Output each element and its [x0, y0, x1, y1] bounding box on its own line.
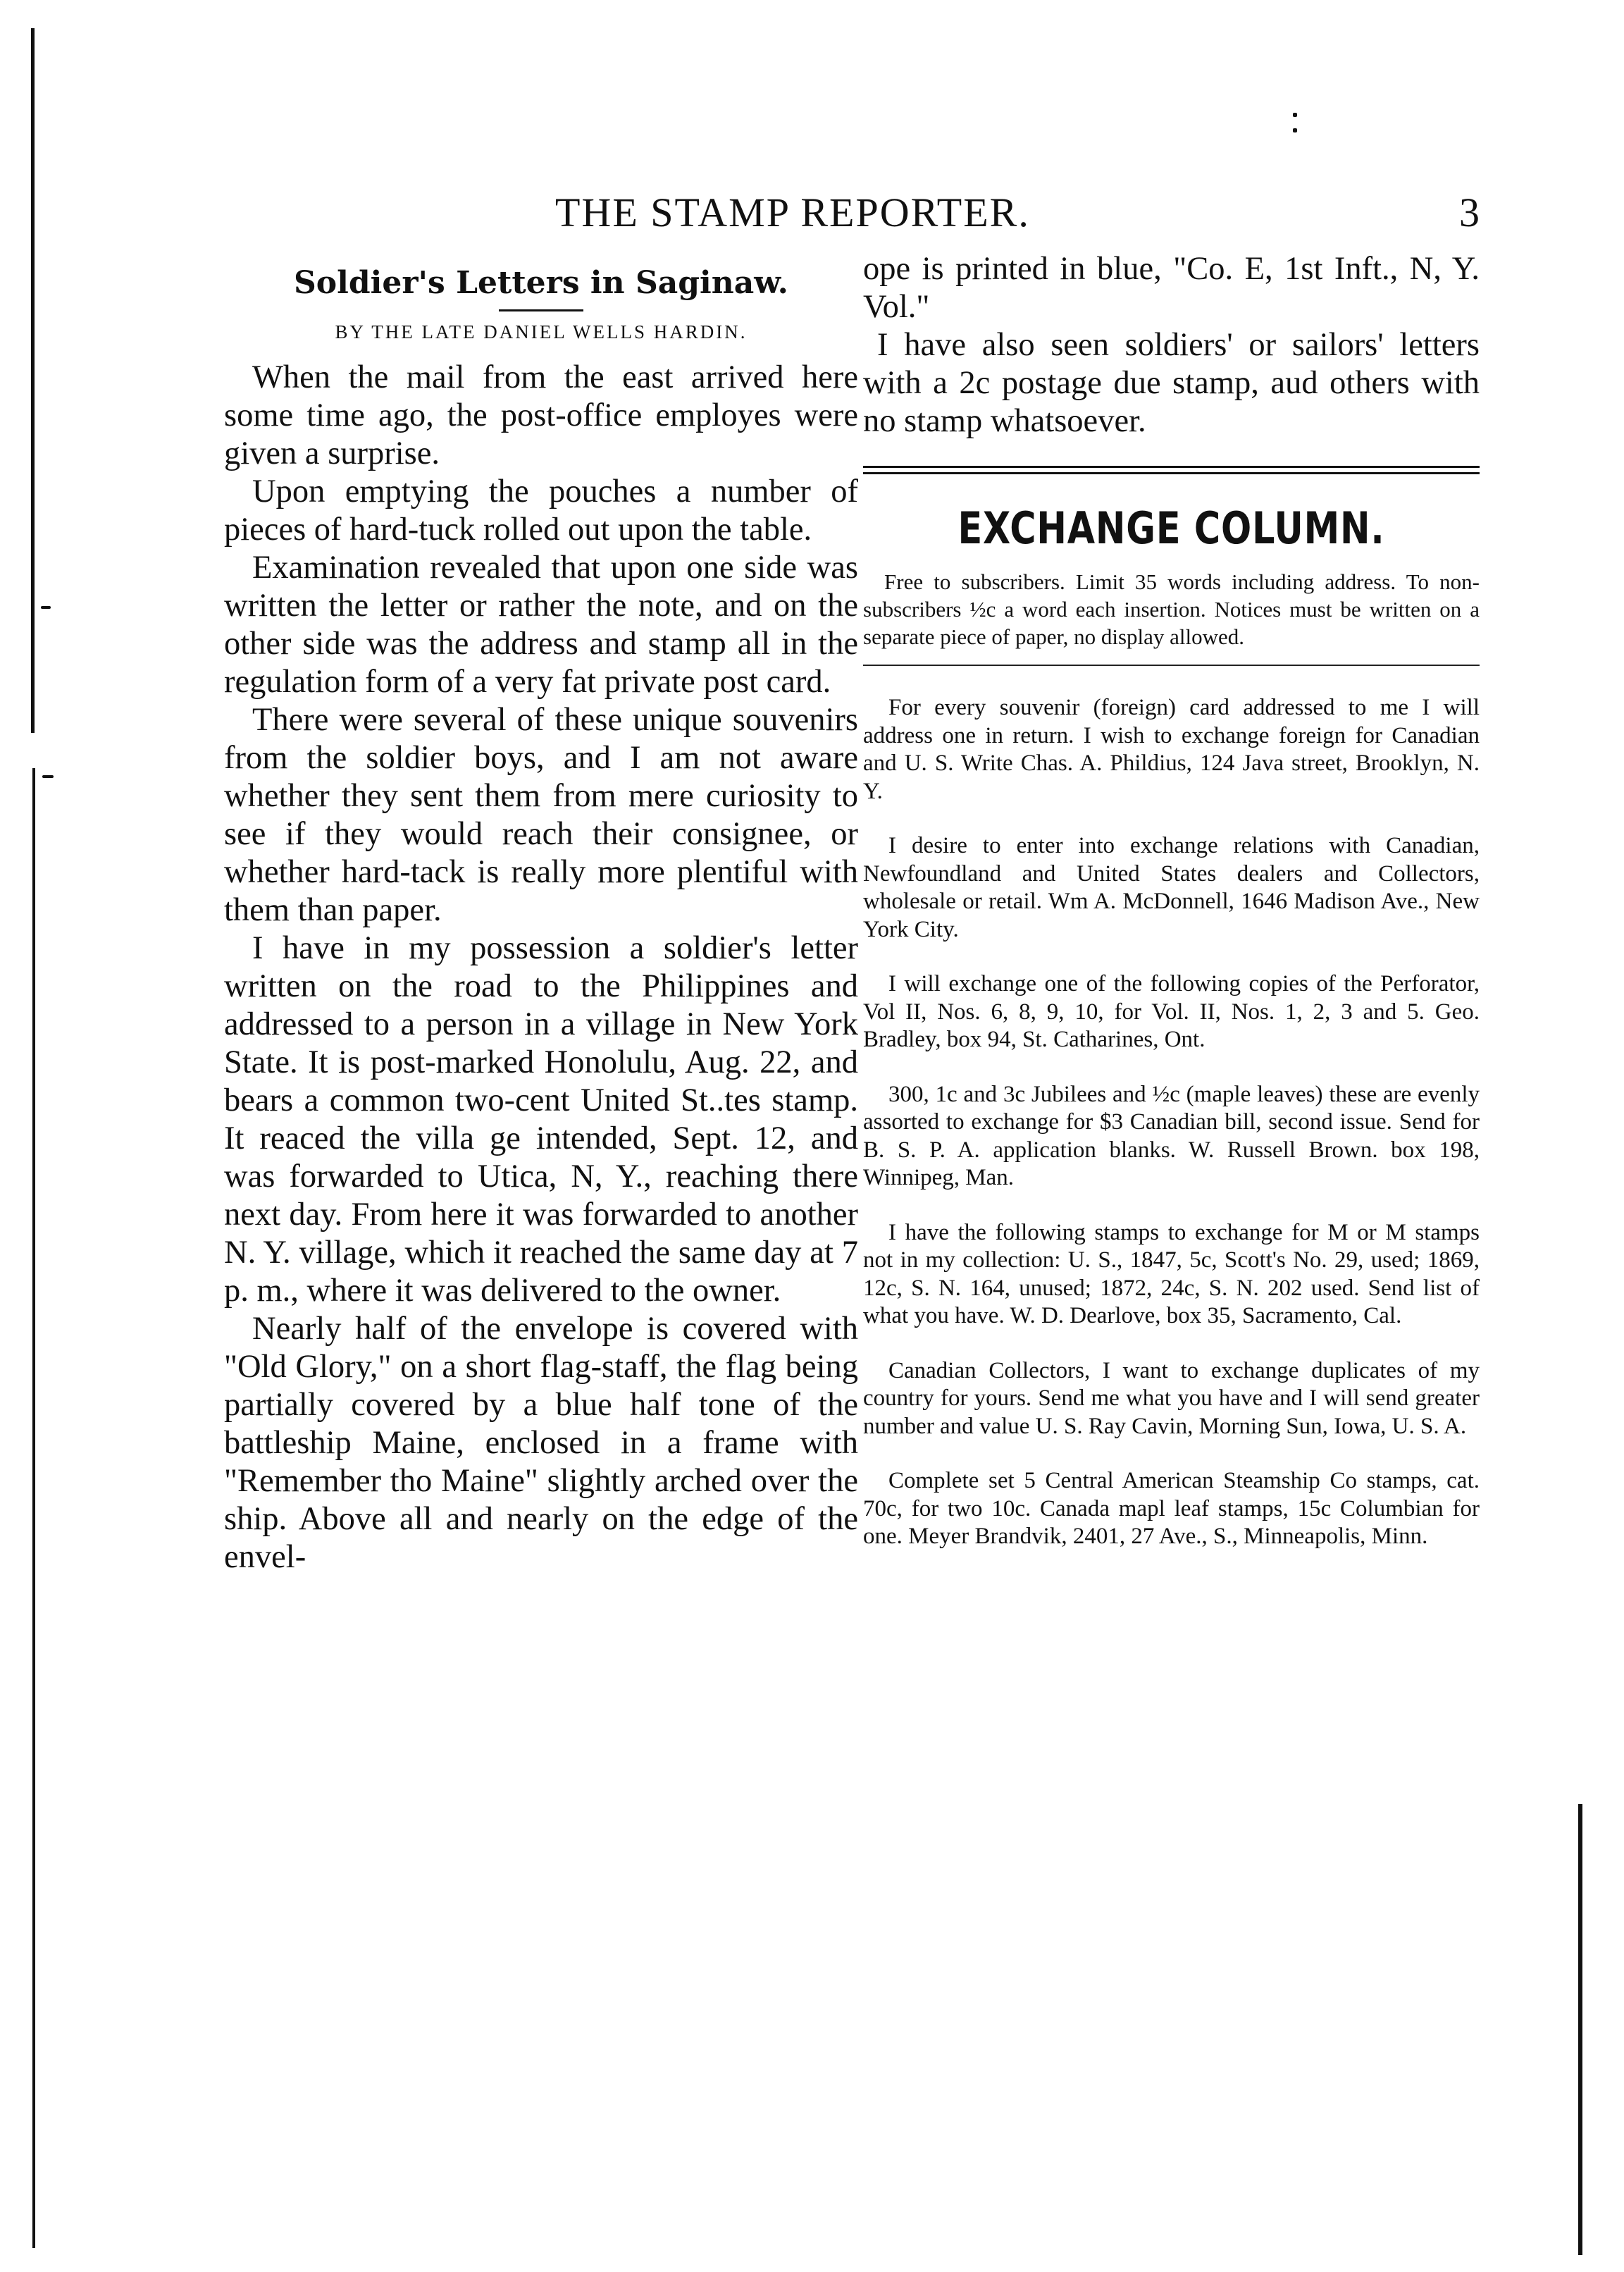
- exchange-notice: 300, 1c and 3c Jubilees and ½c (maple leaves) these are evenly assorted to exchange for $3 Canadian bill, second issue. Send for B. S. P. A. application blanks. W. Russell Brown. box 198, Winnipeg, Man.: [863, 1081, 1480, 1190]
- right-column: [863, 250, 1480, 1578]
- article-paragraph: Examination revealed that upon one side was written the letter or rather the note, and on the other side was the address and stamp all in the regulation form of a very fat private post card.: [224, 550, 858, 700]
- speck-mark: [41, 606, 51, 609]
- byline: BY THE LATE DANIEL WELLS HARDIN.: [335, 321, 748, 342]
- left-margin-line: [31, 28, 35, 733]
- title-rule: [499, 309, 583, 311]
- article-paragraph: When the mail from the east arrived here some time ago, the post-office employes were given a surprise.: [224, 359, 858, 471]
- page-number: 3: [1459, 190, 1480, 235]
- article-paragraph: There were several of these unique souvenirs from the soldier boys, and I am not aware whether they sent them from mere curiosity to see if they would reach their consignee, or whether hard-tack is really more plentiful with them than paper.: [224, 702, 858, 928]
- article-paragraph: ope is printed in blue, "Co. E, 1st Inft., N, Y. Vol.": [863, 251, 1480, 325]
- page-header: [211, 189, 1480, 245]
- exchange-intro: Free to subscribers. Limit 35 words including address. To non-subscribers ½c a word each insertion. Notices must be written on a separate piece of paper, no display allowed.: [863, 569, 1480, 649]
- speck-mark: [42, 775, 54, 778]
- article-body: [224, 359, 858, 1576]
- article-paragraph: Upon emptying the pouches a number of pieces of hard-tuck rolled out upon the table.: [224, 474, 858, 548]
- left-margin-line-2: [32, 768, 35, 2248]
- section-divider: [863, 466, 1480, 474]
- exchange-column-heading: EXCHANGE COLUMN.: [957, 502, 1385, 554]
- exchange-notice: I will exchange one of the following copies of the Perforator, Vol II, Nos. 6, 8, 9, 10, for Vol. II, Nos. 1, 2, 3 and 5. Geo. Bradley, box 94, St. Catharines, Ont.: [863, 971, 1480, 1052]
- speck-dot: [1293, 128, 1297, 132]
- article-paragraph: I have in my possession a soldier's letter written on the road to the Philippines and addressed to a person in a village in New York State. It is post-marked Honolulu, Aug. 22, and bears a common two-cent United St..tes stamp. It reaced the villa ge intended, Sept. 12, and was forwarded to Utica, N, Y., reaching there next day. From here it was forwarded to another N. Y. village, which it reached the same day at 7 p. m., where it was delivered to the owner.: [224, 930, 858, 1309]
- left-column: [224, 254, 858, 1576]
- speck-dot: [1293, 113, 1297, 117]
- exchange-notice: I desire to enter into exchange relations with Canadian, Newfoundland and United States dealers and Collectors, wholesale or retail. Wm A. McDonnell, 1646 Madison Ave., New York City.: [863, 833, 1480, 942]
- article-paragraph: I have also seen soldiers' or sailors' letters with a 2c postage due stamp, aud others with no stamp whatsoever.: [863, 327, 1480, 439]
- exchange-notice: I have the following stamps to exchange for M or M stamps not in my collection: U. S., 1847, 5c, Scott's No. 29, used; 1869, 12c, S. N. 164, unused; 1872, 24c, S. N. 202 used. Send list of what you have. W. D. Dearlove, box 35, Sacramento, Cal.: [863, 1219, 1480, 1328]
- right-margin-line: [1578, 1804, 1582, 2255]
- intro-rule: [863, 665, 1480, 666]
- article-paragraph: Nearly half of the envelope is covered with "Old Glory," on a short flag-staff, the flag being partially covered by a blue half tone of the battleship Maine, enclosed in a frame with "Remember tho Maine" slightly arched over the ship. Above all and nearly on the edge of the envel-: [224, 1311, 858, 1575]
- exchange-notice: For every souvenir (foreign) card addressed to me I will address one in return. I wish to exchange foreign for Canadian and U. S. Write Chas. A. Phildius, 124 Java street, Brooklyn, N. Y.: [863, 695, 1480, 804]
- article-title: Soldier's Letters in Saginaw.: [294, 265, 788, 301]
- exchange-notice: Canadian Collectors, I want to exchange duplicates of my country for yours. Send me what you have and I will send greater number and value U. S. Ray Cavin, Morning Sun, Iowa, U. S. A.: [863, 1357, 1480, 1439]
- article-continuation: [863, 250, 1480, 440]
- exchange-notice: Complete set 5 Central American Steamship Co stamps, cat. 70c, for two 10c. Canada mapl leaf stamps, 15c Columbian for one. Meyer Brandvik, 2401, 27 Ave., S., Minneapolis, Minn.: [863, 1468, 1480, 1549]
- journal-title: THE STAMP REPORTER.: [555, 190, 1030, 235]
